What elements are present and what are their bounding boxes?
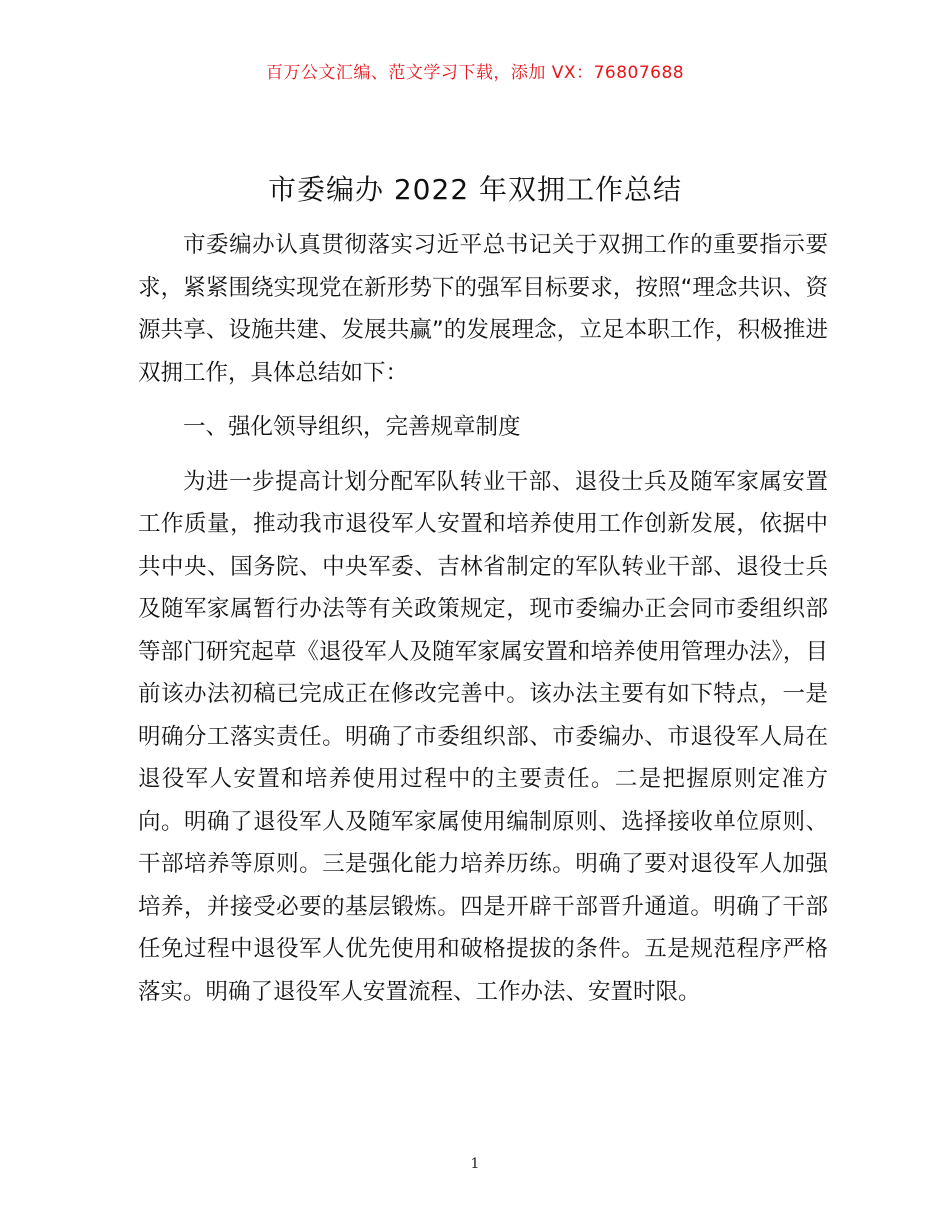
document-body — [138, 224, 828, 1025]
section-heading: 一、强化领导组织，完善规章制度 — [183, 414, 521, 440]
page-number: 1 — [470, 1156, 480, 1172]
header-banner: 百万公文汇编、范文学习下载，添加 VX：76807688 — [265, 63, 685, 83]
document-title: 市委编办 2022 年双拥工作总结 — [267, 173, 683, 206]
intro-paragraph: 市委编办认真贯彻落实习近平总书记关于双拥工作的重要指示要求，紧紧围绕实现党在新形势下的强军目标要求，按照“理念共识、资源共享、设施共建、发展共赢”的发展理念，立足本职工作，积极推进双拥工作，具体总结如下： — [138, 232, 828, 386]
section-paragraph: 为进一步提高计划分配军队转业干部、退役士兵及随军家属安置工作质量，推动我市退役军人安置和培养使用工作创新发展，依据中共中央、国务院、中央军委、吉林省制定的军队转业干部、退役士兵及随军家属暂行办法等有关政策规定，现市委编办正会同市委组织部等部门研究起草《退役军人及随军家属安置和培养使用管理办法》，目前该办法初稿已完成正在修改完善中。该办法主要有如下特点，一是明确分工落实责任。明确了市委组织部、市委编办、市退役军人局在退役军人安置和培养使用过程中的主要责任。二是把握原则定准方向。明确了退役军人及随军家属使用编制原则、选择接收单位原则、干部培养等原则。三是强化能力培养历练。明确了要对退役军人加强培养，并接受必要的基层锻炼。四是开辟干部晋升通道。明确了干部任免过程中退役军人优先使用和破格提拔的条件。五是规范程序严格落实。明确了退役军人安置流程、工作办法、安置时限。 — [138, 468, 828, 1005]
